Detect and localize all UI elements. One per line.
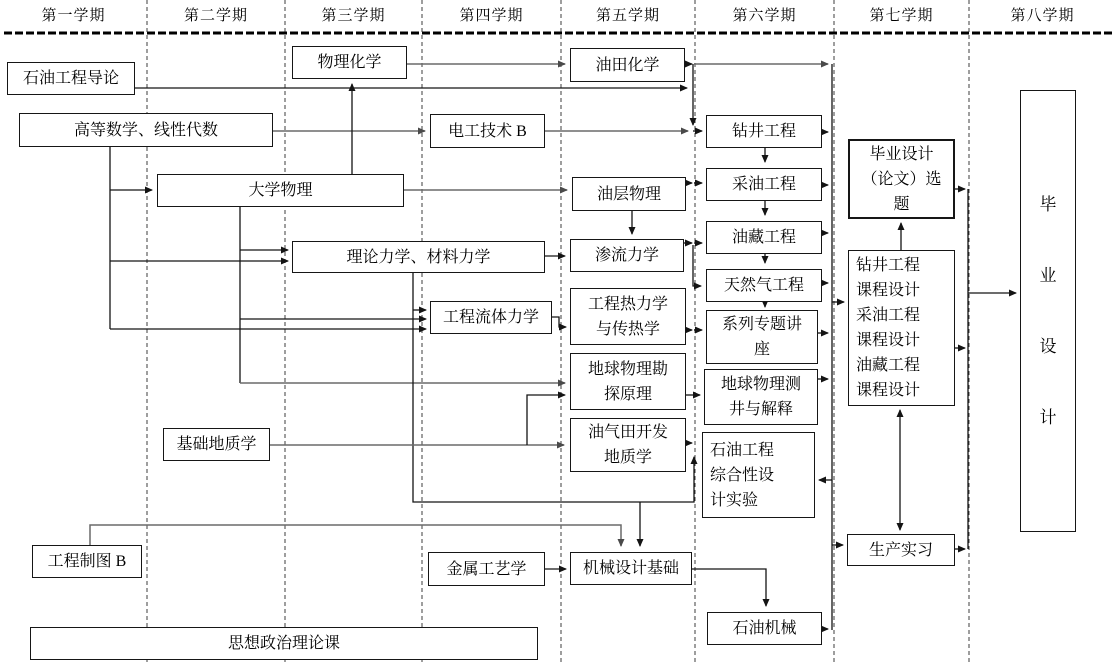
semester-header-3: 第三学期 bbox=[321, 8, 386, 24]
node-s14_politics-line-1: 思想政治理论课 bbox=[227, 635, 340, 652]
node-s4_elec-line-1: 电工技术 B bbox=[448, 122, 527, 140]
node-s6_reservoir bbox=[706, 221, 822, 254]
node-s1_drawing bbox=[32, 545, 142, 578]
node-s7_topic bbox=[848, 139, 955, 219]
semester-header-7: 第七学期 bbox=[869, 8, 934, 24]
node-s6_compdesign-line-2: 综合性设 bbox=[710, 466, 775, 484]
node-s7_course-line-3: 采油工程 bbox=[856, 307, 921, 324]
node-s1_drawing-line-1: 工程制图 B bbox=[47, 553, 127, 570]
node-s6_compdesign-line-3: 计实验 bbox=[710, 491, 759, 509]
node-s1_intro bbox=[7, 62, 135, 95]
semester-header-2: 第二学期 bbox=[183, 8, 248, 24]
node-s5_geophys-line-2: 探原理 bbox=[603, 385, 652, 403]
node-s5_geophys-line-1: 地球物理勘 bbox=[587, 360, 668, 378]
semester-header-6: 第六学期 bbox=[732, 8, 797, 24]
node-s7_course-line-2: 课程设计 bbox=[856, 282, 921, 299]
node-s7_course-line-4: 课程设计 bbox=[856, 332, 921, 349]
node-s3_phychem bbox=[292, 46, 407, 79]
node-s7_course bbox=[848, 250, 955, 406]
node-s5_thermo-line-1: 工程热力学 bbox=[587, 295, 668, 313]
node-s6_machinery-line-1: 石油机械 bbox=[732, 620, 797, 637]
node-s7_course-line-5: 油藏工程 bbox=[856, 357, 921, 374]
node-s8_grad-line-1: 毕 bbox=[1039, 195, 1057, 214]
semester-header-4: 第四学期 bbox=[459, 8, 524, 24]
node-s3_mech-line-1: 理论力学、材料力学 bbox=[346, 248, 491, 266]
node-s5_devgeo-line-1: 油气田开发 bbox=[587, 424, 668, 441]
node-s6_production-line-1: 采油工程 bbox=[731, 176, 796, 193]
node-s8_grad-line-4: 计 bbox=[1039, 408, 1057, 427]
node-s5_seepage-line-1: 渗流力学 bbox=[594, 247, 659, 264]
node-s4_fluid-line-1: 工程流体力学 bbox=[442, 309, 539, 326]
node-s2_physics-line-1: 大学物理 bbox=[248, 182, 313, 199]
node-s7_topic-line-1: 毕业设计 bbox=[869, 145, 934, 163]
node-s4_elec bbox=[430, 114, 545, 148]
node-s6_gas-line-1: 天然气工程 bbox=[723, 277, 804, 294]
node-s6_drilling bbox=[706, 115, 822, 148]
semester-header-1: 第一学期 bbox=[41, 8, 106, 24]
connector-s1_drawing-to-s5_machdesign bbox=[90, 525, 621, 546]
node-s8_grad-line-2: 业 bbox=[1039, 266, 1057, 285]
node-s4_fluid bbox=[430, 301, 552, 334]
node-s7_course-line-1: 钻井工程 bbox=[856, 257, 921, 274]
node-s6_logging bbox=[704, 369, 818, 425]
node-s5_devgeo-line-2: 地质学 bbox=[603, 449, 652, 466]
node-s7_topic-line-2: （论文）选 bbox=[861, 170, 942, 188]
node-s7_topic-line-3: 题 bbox=[893, 195, 910, 213]
node-s1_intro-line-1: 石油工程导论 bbox=[22, 70, 119, 87]
node-s6_production bbox=[706, 168, 822, 201]
node-s5_resphys-line-1: 油层物理 bbox=[596, 185, 661, 203]
node-s4_metal bbox=[428, 552, 545, 586]
node-s2_geology-line-1: 基础地质学 bbox=[176, 436, 257, 453]
node-s6_machinery bbox=[707, 612, 822, 645]
node-s6_compdesign-line-1: 石油工程 bbox=[710, 441, 775, 459]
node-s2_geology bbox=[163, 428, 270, 461]
node-s5_oilchem-line-1: 油田化学 bbox=[595, 56, 660, 74]
connector-x-to-s5_geophys bbox=[527, 395, 565, 445]
node-s7_course-line-6: 课程设计 bbox=[856, 382, 921, 399]
node-s5_thermo-line-2: 与传热学 bbox=[595, 320, 660, 338]
connector-x-to-s6_gas bbox=[693, 245, 701, 286]
node-s6_lectures bbox=[706, 310, 818, 364]
node-s6_gas bbox=[706, 269, 822, 302]
node-s6_lectures-line-1: 系列专题讲 bbox=[721, 316, 802, 333]
node-s6_compdesign bbox=[702, 432, 815, 518]
node-s5_geophys bbox=[570, 353, 686, 410]
node-s8_grad bbox=[1020, 90, 1076, 532]
node-s5_machdesign-line-1: 机械设计基础 bbox=[582, 560, 679, 577]
node-s5_machdesign bbox=[570, 552, 692, 585]
node-s5_devgeo bbox=[570, 418, 686, 472]
semester-header-8: 第八学期 bbox=[1010, 8, 1075, 24]
node-s7_practice-line-1: 生产实习 bbox=[868, 541, 933, 559]
node-s3_phychem-line-1: 物理化学 bbox=[317, 54, 382, 71]
connector-s4_fluid-to-s5_thermo bbox=[552, 317, 566, 327]
node-s4_metal-line-1: 金属工艺学 bbox=[446, 560, 527, 578]
connector-s5_machdesign-to-s6_machinery bbox=[692, 569, 766, 606]
node-s6_drilling-line-1: 钻井工程 bbox=[731, 123, 796, 140]
semester-header-5: 第五学期 bbox=[595, 8, 660, 24]
node-s5_resphys bbox=[572, 177, 686, 211]
node-s6_lectures-line-2: 座 bbox=[753, 341, 770, 358]
node-s1_math bbox=[19, 113, 273, 147]
node-s3_mech bbox=[292, 241, 545, 273]
node-s7_practice bbox=[847, 534, 955, 566]
node-s5_seepage bbox=[570, 239, 684, 272]
node-s8_grad-line-3: 设 bbox=[1039, 337, 1057, 356]
node-s5_thermo bbox=[570, 288, 686, 345]
node-s6_reservoir-line-1: 油藏工程 bbox=[731, 229, 796, 246]
node-s1_math-line-1: 高等数学、线性代数 bbox=[73, 121, 218, 139]
node-s14_politics bbox=[30, 627, 538, 660]
node-s6_logging-line-2: 井与解释 bbox=[728, 401, 793, 418]
node-s6_logging-line-1: 地球物理测 bbox=[720, 376, 801, 393]
node-s2_physics bbox=[157, 174, 404, 207]
node-s5_oilchem bbox=[570, 48, 685, 82]
